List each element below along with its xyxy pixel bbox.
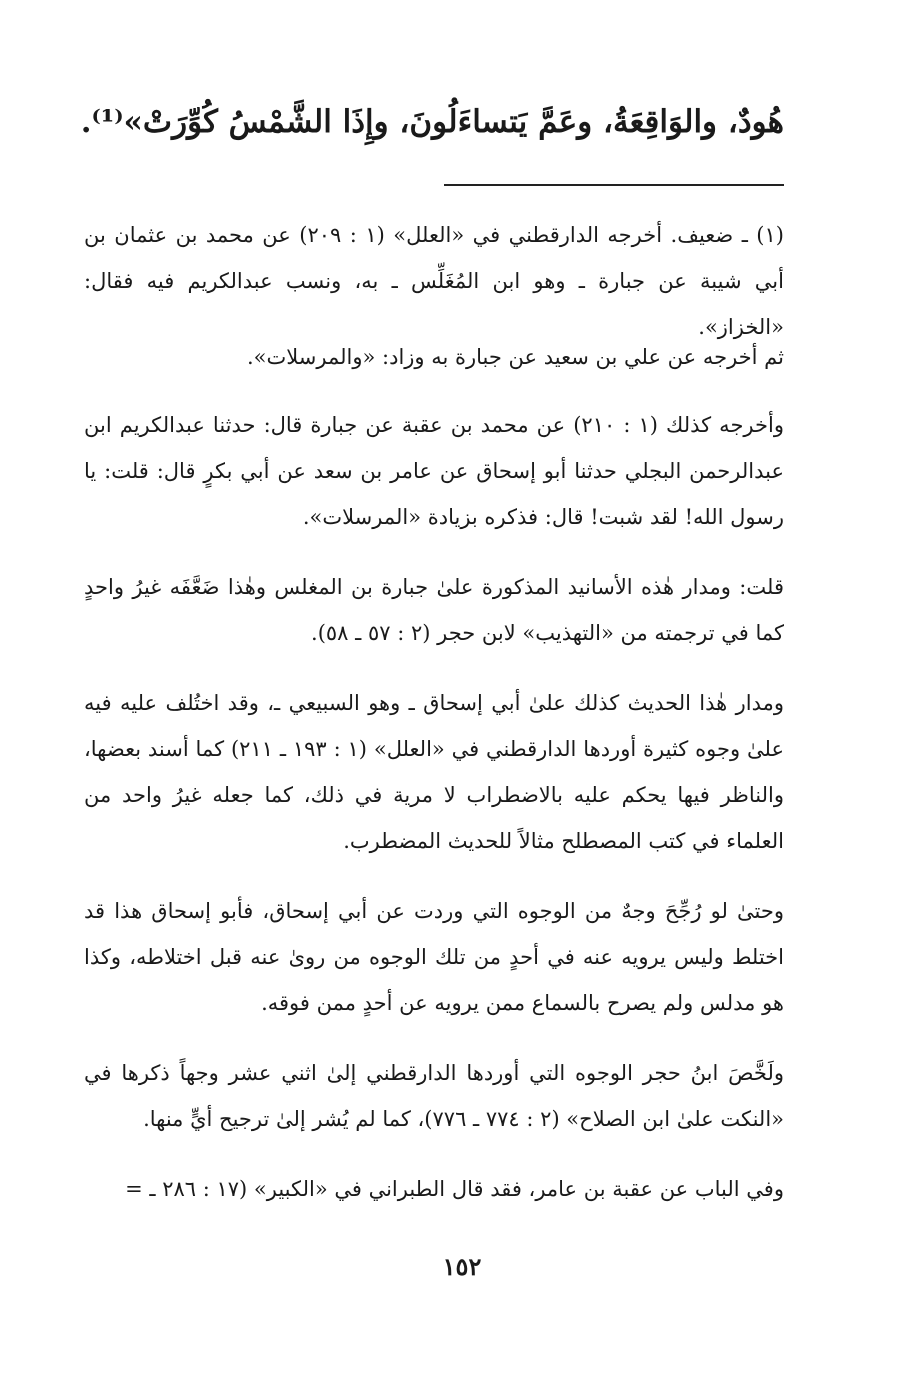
footnote-paragraph-5: ومدار هٰذا الحديث كذلك علىٰ أبي إسحاق ـ وهو السبيعي ـ، وقد اختُلف عليه فيه علىٰ وجوه كثيرة أوردها الدارقطني في «العلل» (١ : ١٩٣ ـ ٢١١) كما أسند بعضها، والناظر فيها يحكم عليه بالاضطراب لا مرية في ذلك، كما جعله غيرُ واحد من العلماء في كتب المصطلح مثالاً للحديث المضطرب. bbox=[84, 691, 784, 853]
footnote-paragraph-6: وحتىٰ لو رُجِّحَ وجهٌ من الوجوه التي وردت عن أبي إسحاق، فأبو إسحاق هذا قد اختلط وليس يرويه عنه في أحدٍ من تلك الوجوه من روىٰ عنه قبل اختلاطه، وكذا هو مدلس ولم يصرح بالسماع ممن يرويه عن أحدٍ ممن فوقه. bbox=[84, 899, 784, 1015]
page-number: ١٥٢ bbox=[442, 1252, 482, 1281]
footnote-paragraph-3: وأخرجه كذلك (١ : ٢١٠) عن محمد بن عقبة عن جبارة قال: حدثنا عبدالكريم ابن عبدالرحمن البجلي حدثنا أبو إسحاق عن عامر بن سعد عن أبي بكرٍ قال: قلت: يا رسول الله! لقد شبت! قال: فذكره بزيادة «المرسلات». bbox=[84, 413, 784, 529]
footnote-separator bbox=[444, 184, 784, 186]
footnote-paragraph-4: قلت: ومدار هٰذه الأسانيد المذكورة علىٰ جبارة بن المغلس وهٰذا ضَعَّفَه غيرُ واحدٍ كما في ترجمته من «التهذيب» لابن حجر (٢ : ٥٧ ـ ٥٨). bbox=[84, 575, 784, 645]
footnote-paragraph-2: ثم أخرجه عن علي بن سعيد عن جبارة به وزاد: «والمرسلات». bbox=[246, 345, 784, 369]
footnote-paragraph-8: وفي الباب عن عقبة بن عامر، فقد قال الطبراني في «الكبير» (١٧ : ٢٨٦ ـ = bbox=[125, 1177, 784, 1201]
footnote-1: (١) ـ ضعيف. أخرجه الدارقطني في «العلل» (١ : ٢٠٩) عن محمد بن عثمان بن أبي شيبة عن جبارة ـ وهو ابن المُغَلِّس ـ به، ونسب عبدالكريم فيه فقال: «الخزاز». bbox=[84, 223, 784, 339]
main-text: هُودٌ، والوَاقِعَةُ، وعَمَّ يَتساءَلُونَ، وإِذَا الشَّمْسُ كُوِّرَتْ»⁽¹⁾. bbox=[80, 104, 784, 140]
footnote-paragraph-7: ولَخَّصَ ابنُ حجر الوجوه التي أوردها الدارقطني إلىٰ اثني عشر وجهاً ذكرها في «النكت علىٰ ابن الصلاح» (٢ : ٧٧٤ ـ ٧٧٦)، كما لم يُشر إلىٰ ترجيح أيٍّ منها. bbox=[84, 1061, 784, 1131]
